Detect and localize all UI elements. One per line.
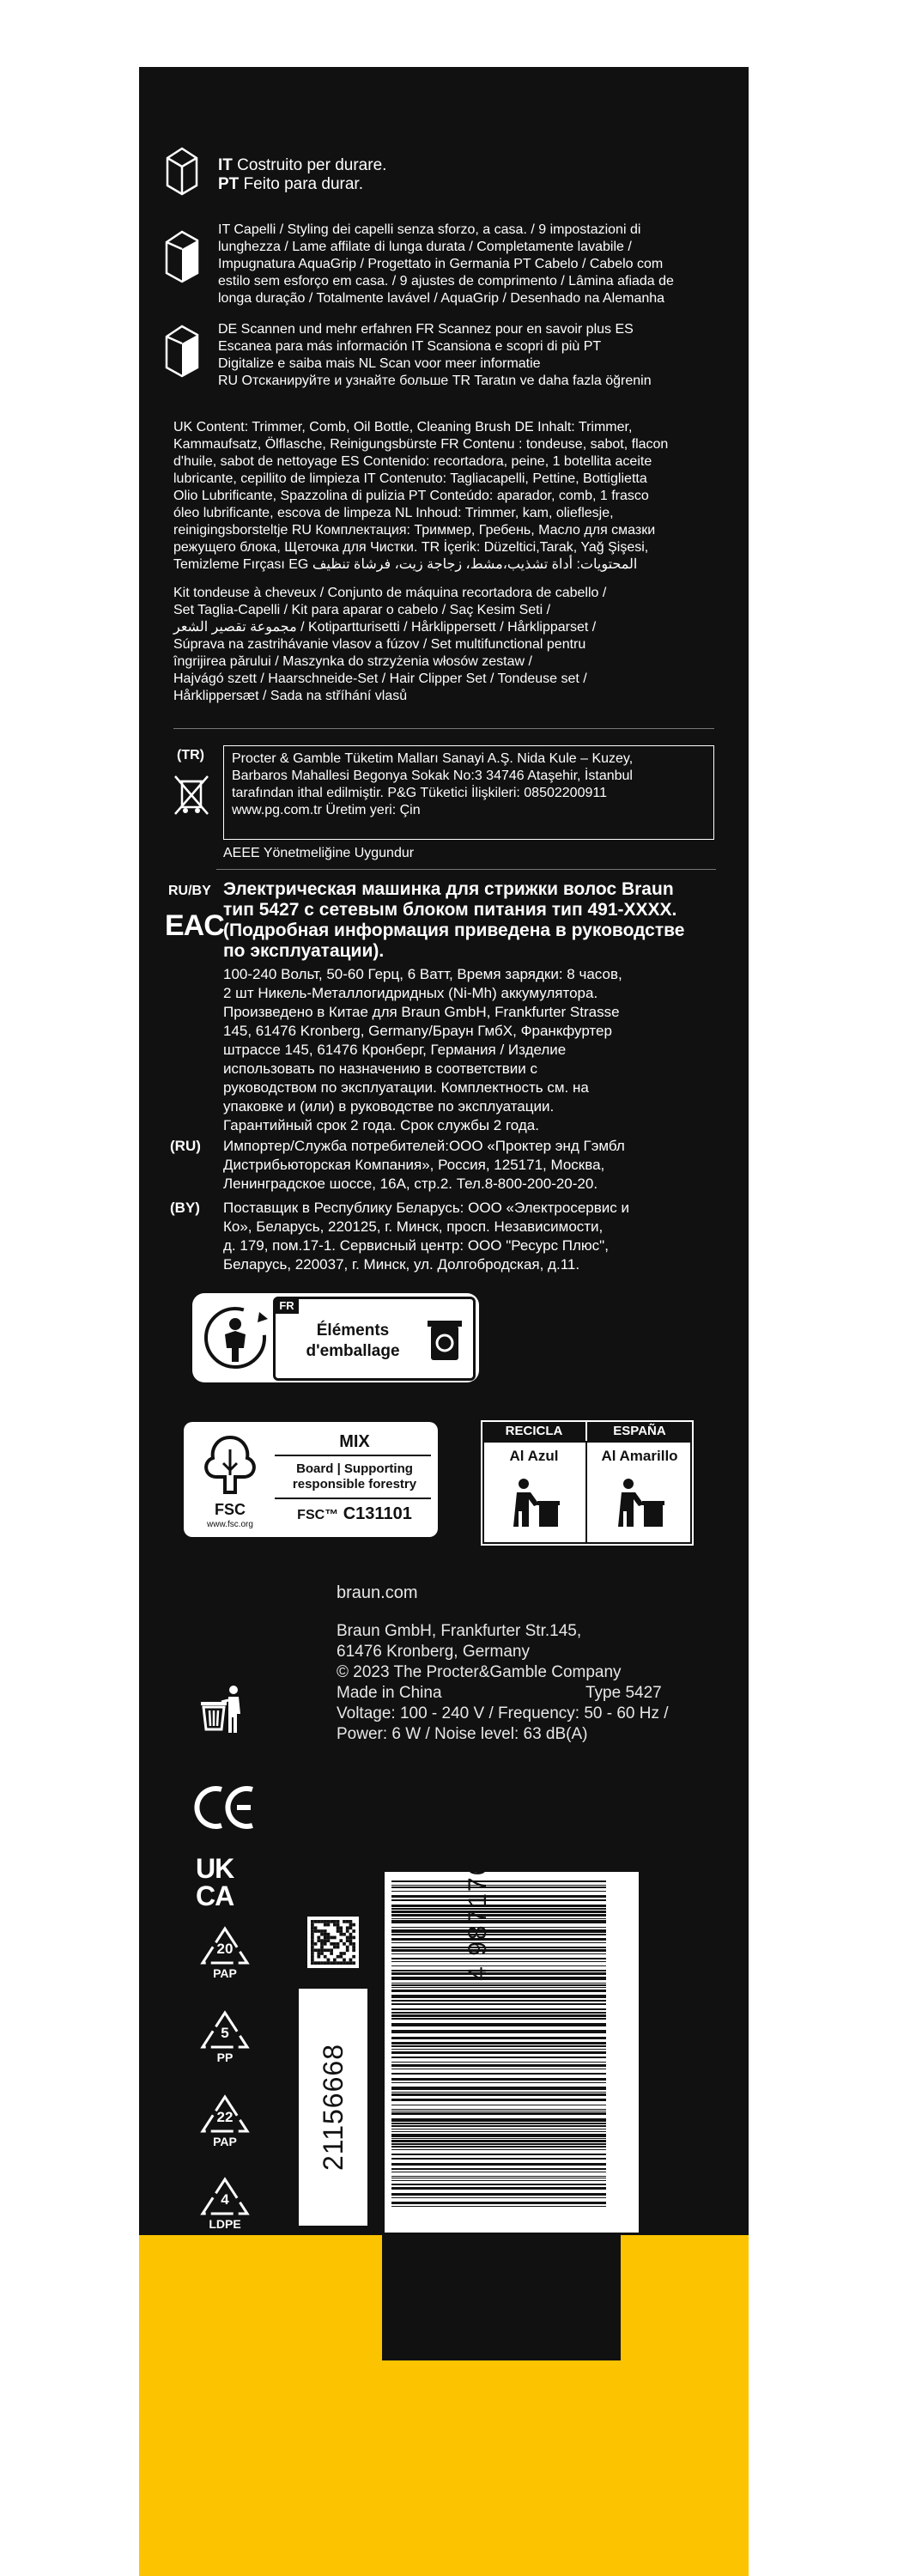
- barcode-bar: [391, 2176, 606, 2177]
- datamatrix-cell: [352, 1946, 355, 1949]
- barcode-bar: [391, 1995, 606, 1998]
- datamatrix-cell: [324, 1942, 327, 1946]
- divider: [216, 869, 716, 870]
- barcode-bar: [391, 1972, 606, 1975]
- recycle-bin-icon: [426, 1315, 464, 1362]
- barcode-bar: [391, 2087, 606, 2090]
- barcode-bar: [391, 1880, 606, 1882]
- datamatrix-cell: [349, 1933, 353, 1936]
- datamatrix-cell: [320, 1920, 324, 1923]
- datamatrix-cell: [320, 1952, 324, 1955]
- datamatrix-cell: [317, 1952, 320, 1955]
- datamatrix-cell: [320, 1961, 324, 1965]
- barcode-bar: [391, 2045, 606, 2047]
- datamatrix-cell: [327, 1948, 331, 1952]
- barcode-bar: [391, 1908, 606, 1910]
- barcode-bar: [391, 2140, 606, 2142]
- datamatrix-cell: [311, 1946, 314, 1949]
- barcode-bar: [391, 1920, 606, 1923]
- barcode-bar: [391, 2138, 606, 2139]
- recycle-code-number: 4: [221, 2191, 229, 2208]
- triman-fr-code: FR: [275, 1298, 299, 1314]
- ce-mark: [194, 1784, 258, 1831]
- datamatrix-cell: [324, 1923, 327, 1927]
- datamatrix-cell: [346, 1961, 349, 1965]
- barcode-bar: [391, 2082, 606, 2083]
- recycle-code-icon: [199, 2176, 251, 2236]
- barcode-bar: [391, 2093, 606, 2096]
- barcode-bar: [391, 2018, 606, 2020]
- recycle-person-icon: [507, 1475, 561, 1530]
- tr-code: (TR): [177, 748, 204, 762]
- datamatrix-cell: [352, 1936, 355, 1940]
- datamatrix-cell: [314, 1920, 318, 1923]
- datamatrix-cell: [324, 1929, 327, 1933]
- ru-code: (RU): [170, 1138, 201, 1154]
- datamatrix-cell: [327, 1959, 331, 1962]
- barcode-bar: [391, 1905, 606, 1907]
- barcode-bar: [391, 2099, 606, 2101]
- weee-bin-icon: [197, 1683, 244, 1736]
- datamatrix-cell: [339, 1929, 343, 1933]
- barcode: 4 987176 251039: [385, 1872, 639, 2233]
- datamatrix-cell: [333, 1961, 337, 1965]
- datamatrix-cell: [349, 1942, 353, 1946]
- datamatrix-cell: [339, 1955, 343, 1959]
- datamatrix-cell: [346, 1939, 349, 1942]
- barcode-bar: [391, 1949, 606, 1952]
- datamatrix-cell: [327, 1939, 331, 1942]
- datamatrix-cell: [324, 1939, 327, 1942]
- datamatrix-cell: [352, 1942, 355, 1946]
- datamatrix-cell: [311, 1923, 314, 1927]
- datamatrix-cell: [343, 1920, 346, 1923]
- company-info: Braun GmbH, Frankfurter Str.145, 61476 Kronberg, Germany © 2023 The Procter&Gamble Company Made in China Type 5427 Voltage: 100 - 240 V / Frequency: 50 - 60 Hz / Power: 6 W / Noise level: 63 dB(A): [337, 1622, 669, 1743]
- barcode-bar: [391, 1965, 606, 1966]
- datamatrix-cell: [330, 1952, 333, 1955]
- barcode-bar: [391, 1891, 606, 1892]
- datamatrix-cell: [317, 1939, 320, 1942]
- barcode-bar: [391, 2193, 606, 2196]
- datamatrix-cell: [317, 1961, 320, 1965]
- barcode-bar: [391, 1947, 606, 1948]
- durability-icon: [165, 146, 199, 196]
- datamatrix-cell: [337, 1926, 340, 1929]
- barcode-bar: [391, 2131, 606, 2132]
- datamatrix-cell: [311, 1942, 314, 1946]
- datamatrix-cell: [311, 1948, 314, 1952]
- by-supplier-text: Поставщик в Республику Беларусь: ООО «Электросервис и Ко», Беларусь, 220125, г. Минск, просп. Независимости, д. 179, пом.17-1. Сервисный центр: ООО "Ресурс Плюс", Беларусь, 220037, г. Минск, ул. Долгобродская, д.11.: [223, 1200, 629, 1273]
- datamatrix-cell: [320, 1942, 324, 1946]
- datamatrix-cell: [346, 1946, 349, 1949]
- datamatrix-cell: [311, 1952, 314, 1955]
- datamatrix-cell: [324, 1955, 327, 1959]
- datamatrix-cell: [337, 1961, 340, 1965]
- barcode-bar: [391, 2014, 606, 2017]
- datamatrix-cell: [324, 1933, 327, 1936]
- eac-mark: EAC: [165, 909, 224, 942]
- barcode-bar: [391, 2146, 606, 2148]
- datamatrix-cell: [330, 1920, 333, 1923]
- by-code: (BY): [170, 1200, 200, 1216]
- datamatrix-cell: [346, 1936, 349, 1940]
- fsc-code: FSC™ C131101: [297, 1504, 412, 1523]
- datamatrix-cell: [349, 1926, 353, 1929]
- datamatrix-cell: [343, 1961, 346, 1965]
- datamatrix-cell: [311, 1926, 314, 1929]
- datamatrix-cell: [311, 1929, 314, 1933]
- barcode-bar: [391, 2112, 606, 2115]
- barcode-bar: [391, 1990, 606, 1992]
- bottom-tab: [382, 2235, 621, 2360]
- datamatrix-cell: [320, 1933, 324, 1936]
- barcode-bar: [391, 2118, 606, 2122]
- datamatrix-cell: [314, 1948, 318, 1952]
- datamatrix-cell: [320, 1929, 324, 1933]
- datamatrix-cell: [346, 1926, 349, 1929]
- datamatrix-cell: [343, 1959, 346, 1962]
- weee-bin-icon: [170, 771, 213, 817]
- barcode-bar: [391, 1961, 606, 1962]
- barcode-bar: [391, 1929, 606, 1933]
- datamatrix-cell: [352, 1955, 355, 1959]
- datamatrix-cell: [333, 1942, 337, 1946]
- ru-by-code: RU/BY: [168, 884, 211, 898]
- datamatrix-cell: [317, 1955, 320, 1959]
- durability-text: IT Costruito per durare. PT Feito para durar.: [218, 156, 387, 193]
- fsc-desc: Board | Supporting responsible forestry: [292, 1461, 417, 1492]
- barcode-bar: [391, 1934, 606, 1935]
- datamatrix-cell: [311, 1936, 314, 1940]
- divider: [173, 728, 714, 729]
- barcode-bar: [391, 2134, 606, 2137]
- datamatrix-cell: [333, 1936, 337, 1940]
- barcode-bar: [391, 2149, 606, 2150]
- barcode-bar: [391, 2180, 606, 2181]
- barcode-bar: [391, 1942, 606, 1943]
- datamatrix-cell: [346, 1948, 349, 1952]
- datamatrix-cell: [330, 1942, 333, 1946]
- datamatrix-cell: [324, 1936, 327, 1940]
- barcode-bar: [391, 2078, 606, 2081]
- barcode-bar: [391, 2184, 606, 2185]
- scan-text: DE Scannen und mehr erfahren FR Scannez pour en savoir plus ES Escanea para más información IT Scansiona e scopri di più PT Digitalize e saiba mais NL Scan voor meer informatie RU Отсканируйте и узнайте больше TR Taratın ve daha fazla öğrenin: [218, 322, 652, 388]
- barcode-bar: [391, 2163, 606, 2166]
- datamatrix-cell: [324, 1920, 327, 1923]
- ru-body-text: 100-240 Вольт, 50-60 Герц, 6 Ватт, Время зарядки: 8 часов, 2 шт Никель-Металлогидридных (Ni-Mh) аккумулятора. Произведено в Китае для Braun GmbH, Frankfurter Strasse 145, 61476 Kronberg, Germany/Браун ГмбХ, Франкфуртер штрассе 145, 61476 Кронберг, Германия / Изделие использовать по назначению в соответствии с руководством по эксплуатации. Комплектность см. на упаковке и (или) в руководстве по эксплуатации. Гарантийный срок 2 года. Срок службы 2 года.: [223, 966, 622, 1133]
- barcode-bar: [391, 2000, 606, 2002]
- recycle-code-label: PAP: [213, 2135, 237, 2148]
- barcode-bar: [391, 1958, 606, 1959]
- barcode-bar: [391, 2123, 606, 2124]
- datamatrix-cell: [314, 1926, 318, 1929]
- barcode-bar: [391, 1938, 606, 1941]
- barcode-bar: [391, 1895, 606, 1898]
- barcode-bar: [391, 2023, 606, 2026]
- datamatrix-code: [307, 1917, 359, 1968]
- datamatrix-cell: [346, 1929, 349, 1933]
- fsc-site: www.fsc.org: [207, 1520, 253, 1529]
- datamatrix-cell: [327, 1933, 331, 1936]
- recycle-code-icon: [199, 2093, 251, 2154]
- barcode-bar: [391, 1984, 606, 1986]
- datamatrix-cell: [311, 1955, 314, 1959]
- recycle-code-number: 20: [216, 1941, 234, 1957]
- recicla-right: Al Amarillo: [601, 1448, 678, 1464]
- recycle-code-number: 5: [221, 2025, 229, 2041]
- datamatrix-cell: [349, 1936, 353, 1940]
- datamatrix-cell: [333, 1959, 337, 1962]
- datamatrix-cell: [317, 1948, 320, 1952]
- datamatrix-cell: [330, 1961, 333, 1965]
- datamatrix-cell: [343, 1942, 346, 1946]
- recycle-person-icon: [611, 1475, 666, 1530]
- datamatrix-cell: [311, 1939, 314, 1942]
- recicla-head-right: ESPAÑA: [587, 1422, 692, 1441]
- datamatrix-cell: [327, 1961, 331, 1965]
- triman-text: Éléments d'emballage: [306, 1321, 400, 1360]
- recicla-left: Al Azul: [509, 1448, 559, 1464]
- datamatrix-cell: [314, 1961, 318, 1965]
- datamatrix-cell: [314, 1929, 318, 1933]
- scan-icon: [163, 323, 201, 380]
- datamatrix-cell: [317, 1929, 320, 1933]
- datamatrix-cell: [349, 1959, 353, 1962]
- datamatrix-cell: [339, 1961, 343, 1965]
- barcode-bar: [391, 2037, 606, 2039]
- barcode-bar: [391, 2051, 606, 2054]
- datamatrix-cell: [320, 1948, 324, 1952]
- datamatrix-cell: [311, 1920, 314, 1923]
- barcode-bar: [391, 2064, 606, 2067]
- ukca-mark: UK CA: [196, 1853, 234, 1911]
- barcode-bar: [391, 2092, 606, 2093]
- barcode-bar: [391, 1953, 606, 1954]
- datamatrix-cell: [311, 1933, 314, 1936]
- datamatrix-cell: [339, 1933, 343, 1936]
- contents-text: UK Content: Trimmer, Comb, Oil Bottle, Cleaning Brush DE Inhalt: Trimmer, Kammaufsatz, Ölflasche, Reinigungsbürste FR Contenu : tondeuse, sabot, flacon d'huile, sabot de nettoyage ES Contenido: recortadora, peine, 1 botellita aceite lubricante, cepillito de limpieza IT Contenuto: Tagliacapelli, Pettine, Bottiglietta Olio Lubrificante, Spazzolina di pulizia PT Conteúdo: aparador, comb, 1 frasco óleo lubrificante, escova de limpeza NL Inhoud: Trimmer, kam, olieflesje, reinigingsborsteltje RU Комплектация: Триммер, Гребень, Масло для смазки режущего блока, Щеточка для Чистки. TR İçerik: Düzeltici,Tarak, Yağ Şişesi, Temizleme Fırçası EG المحتويات: أداة تشذيب،مشط، زجاجة زيت، فرشاة تنظيف: [173, 420, 669, 572]
- datamatrix-cell: [343, 1933, 346, 1936]
- barcode-bar: [391, 2109, 606, 2110]
- barcode-bar: [391, 2003, 606, 2005]
- barcode-bar: [391, 2168, 606, 2170]
- barcode-bar: [391, 2073, 606, 2075]
- tr-importer-text: Procter & Gamble Tüketim Malları Sanayi A.Ş. Nida Kule – Kuzey, Barbaros Mahallesi Begonya Sokak No:3 34746 Ataşehir, İstanbul tarafından ithal edilmiştir. P&G Tüketici İlişkileri: 08502200911 www.pg.com.tr Üretim yeri: Çin: [232, 751, 634, 817]
- datamatrix-cell: [330, 1948, 333, 1952]
- barcode-bar: [391, 2057, 606, 2058]
- barcode-bar: [391, 1918, 606, 1919]
- datamatrix-cell: [349, 1920, 353, 1923]
- fsc-divider: [275, 1455, 431, 1456]
- recicla-head-left: RECICLA: [482, 1422, 585, 1441]
- datamatrix-cell: [352, 1929, 355, 1933]
- barcode-bar: [391, 2125, 606, 2127]
- recycle-code-label: PP: [216, 2050, 234, 2064]
- datamatrix-cell: [349, 1923, 353, 1927]
- recicla-label: [481, 1420, 694, 1546]
- barcode-bar: [391, 1983, 606, 1984]
- barcode-bar: [391, 1885, 606, 1886]
- triman-label: [192, 1293, 479, 1382]
- datamatrix-cell: [324, 1961, 327, 1965]
- datamatrix-cell: [324, 1948, 327, 1952]
- datamatrix-cell: [330, 1936, 333, 1940]
- datamatrix-cell: [333, 1946, 337, 1949]
- datamatrix-cell: [346, 1920, 349, 1923]
- barcode-bar: [391, 2049, 606, 2050]
- aeee-text: AEEE Yönetmeliğine Uygundur: [223, 846, 415, 860]
- datamatrix-cell: [337, 1923, 340, 1927]
- datamatrix-cell: [352, 1948, 355, 1952]
- datamatrix-cell: [349, 1961, 353, 1965]
- datamatrix-cell: [339, 1952, 343, 1955]
- datamatrix-cell: [327, 1923, 331, 1927]
- datamatrix-cell: [349, 1939, 353, 1942]
- fsc-mix: MIX: [339, 1432, 370, 1451]
- datamatrix-cell: [320, 1946, 324, 1949]
- barcode-bar: [391, 2008, 606, 2010]
- datamatrix-cell: [327, 1920, 331, 1923]
- package-panel: [139, 67, 749, 2576]
- datamatrix-cell: [337, 1946, 340, 1949]
- fsc-label: [184, 1422, 438, 1537]
- barcode-bar: [391, 1977, 606, 1980]
- datamatrix-cell: [352, 1923, 355, 1927]
- barcode-bar: [391, 2154, 606, 2155]
- barcode-bar: [391, 2202, 606, 2204]
- datamatrix-cell: [311, 1959, 314, 1962]
- barcode-bar: [391, 1899, 606, 1901]
- datamatrix-cell: [339, 1926, 343, 1929]
- barcode-bar: [391, 2143, 606, 2145]
- recycle-code-number: 22: [216, 2109, 234, 2125]
- barcode-bar: [391, 1914, 606, 1917]
- barcode-bar: [391, 2062, 606, 2063]
- article-number: 21156668: [299, 1989, 367, 2226]
- recycle-code-icon: [199, 1925, 251, 1985]
- datamatrix-cell: [333, 1920, 337, 1923]
- datamatrix-cell: [333, 1923, 337, 1927]
- ru-product-title: Электрическая машинка для стрижки волос Braun тип 5427 с сетевым блоком питания тип 491-XXXX. (Подробная информация приведена в руководстве по эксплуатации).: [223, 879, 685, 961]
- barcode-bar: [391, 2197, 606, 2198]
- fsc-tree-icon: [196, 1432, 264, 1498]
- barcode-bar: [391, 2158, 606, 2160]
- datamatrix-cell: [311, 1961, 314, 1965]
- datamatrix-cell: [317, 1936, 320, 1940]
- barcode-bar: [391, 2012, 606, 2014]
- triman-icon: [201, 1305, 270, 1370]
- fsc-label-text: FSC: [215, 1501, 246, 1518]
- barcode-bar: [391, 2206, 606, 2207]
- ru-importer-text: Импортер/Служба потребителей:ООО «Проктер энд Гэмбл Дистрибьюторская Компания», Россия, 125171, Москва, Ленинградское шоссе, 16А, стр.2. Тел.8-800-200-20-20.: [223, 1138, 625, 1192]
- datamatrix-cell: [337, 1955, 340, 1959]
- recycle-code-label: PAP: [213, 1966, 237, 1980]
- recycle-code-label: LDPE: [209, 2217, 241, 2231]
- datamatrix-cell: [314, 1942, 318, 1946]
- website: braun.com: [337, 1583, 418, 1602]
- barcode-bar: [391, 2187, 606, 2190]
- datamatrix-cell: [337, 1929, 340, 1933]
- fsc-divider: [275, 1498, 431, 1499]
- kit-text: Kit tondeuse à cheveux / Conjunto de máquina recortadora de cabello / Set Taglia-Capelli / Kit para aparar o cabelo / Saç Kesim Seti / مجموعة تقصير الشعر / Kotipartturisetti / Hårklippersett / Hårklipparset / Súprava na zastrihávanie vlasov a fúzov / Set multifunctional pentru îngrijirea părului / Maszynka do strzyżenia włosów zestaw / Hajvágó szett / Haarschneide-Set / Hair Clipper Set / Tondeuse set / Hårklippersæt / Sada na stříhání vlasů: [173, 586, 607, 703]
- datamatrix-cell: [337, 1920, 340, 1923]
- barcode-bar: [391, 1970, 606, 1971]
- datamatrix-cell: [352, 1961, 355, 1965]
- barcode-bar: [391, 1911, 606, 1913]
- datamatrix-cell: [327, 1936, 331, 1940]
- features-text: IT Capelli / Styling dei capelli senza sforzo, a casa. / 9 impostazioni di lunghezza / Lame affilate di lunga durata / Completamente lavabile / Impugnatura AquaGrip / Progettato in Germania PT Cabelo / Cabelo com estilo sem esforço em casa. / 9 ajustes de comprimento / Lâmina afiada de longa duração / Totalmente lavável / AquaGrip / Desenhado na Alemanha: [218, 222, 674, 306]
- datamatrix-cell: [317, 1920, 320, 1923]
- barcode-bar: [391, 1886, 606, 1888]
- recycle-code-icon: [199, 2009, 251, 2069]
- barcode-bar: [391, 2042, 606, 2044]
- datamatrix-cell: [320, 1939, 324, 1942]
- barcode-bar: [391, 1927, 606, 1928]
- datamatrix-cell: [343, 1952, 346, 1955]
- barcode-bar: [391, 2030, 606, 2033]
- barcode-bar: [391, 1987, 606, 1988]
- datamatrix-cell: [339, 1939, 343, 1942]
- box-icon: [163, 228, 201, 285]
- datamatrix-cell: [337, 1942, 340, 1946]
